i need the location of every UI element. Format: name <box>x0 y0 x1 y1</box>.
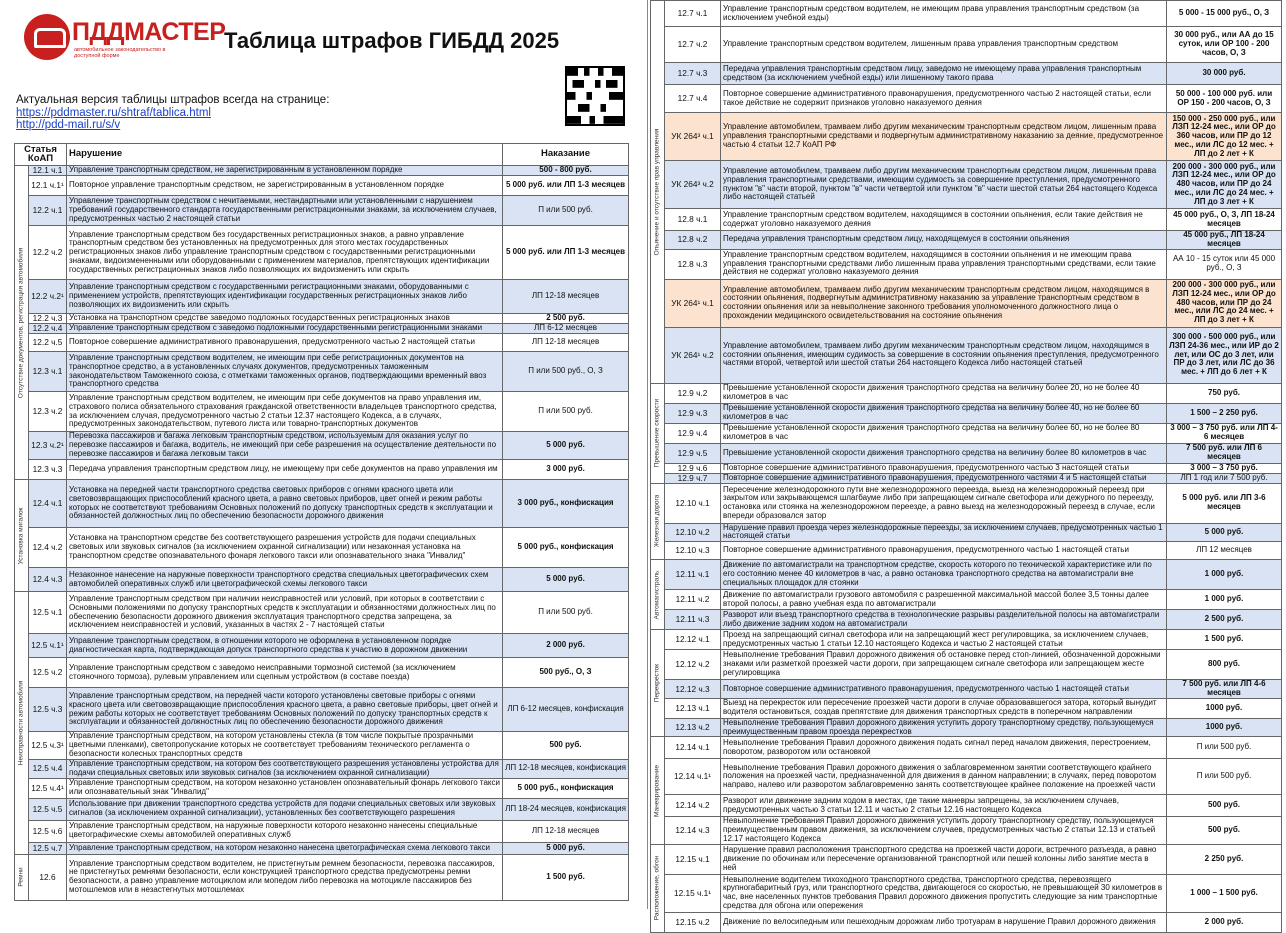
penalty-cell: П или 500 руб. <box>1167 737 1282 759</box>
penalty-cell: ЛП 1 год или 7 500 руб. <box>1167 473 1282 483</box>
article-cell: 12.13 ч.2 <box>665 718 721 737</box>
violation-cell: Управление транспортным средством, не зарегистрированным в установленном порядке <box>67 166 503 176</box>
penalty-cell: 5 000 руб., конфискация <box>503 778 629 798</box>
table-row <box>651 463 1282 473</box>
article-cell: УК 264³ ч.1 <box>665 113 721 161</box>
table-row <box>651 383 1282 403</box>
violation-cell: Невыполнение требования Правил дорожного движения о заблаговременном занятии соответствующего крайнего положения на проезжей части, предназначенной для движения в данном направлении; в случаях, перед поворотом направо, налево или разворотом заблаговременно занять соответствующее крайнее положение на проезжей части <box>721 759 1167 795</box>
article-cell: 12.15 ч.1¹ <box>665 874 721 912</box>
violation-cell: Установка на транспортном средстве без соответствующего разрешения устройств для подачи специальных световых или звуковых сигналов (за исключением охранной сигнализации) или незаконная установка на транспортном средстве опознавательного фонаря легкового такси или опознавательного знака "Инвалид" <box>67 528 503 568</box>
penalty-cell: 5 000 руб. или ЛП 1-3 месяцев <box>503 226 629 280</box>
article-cell: 12.3 ч.1 <box>29 352 67 392</box>
article-cell: 12.3 ч.2¹ <box>29 432 67 460</box>
article-cell: 12.9 ч.4 <box>665 423 721 443</box>
table-row <box>15 226 629 280</box>
penalty-cell: 1 000 руб. <box>1167 590 1282 610</box>
table-row <box>651 795 1282 817</box>
table-row <box>15 460 629 480</box>
penalty-cell: П или 500 руб. <box>503 392 629 432</box>
category-label: Отсутствие документов, регистрация автомобиля <box>17 247 25 398</box>
penalty-cell: 7 500 руб. или ЛП 6 месяцев <box>1167 443 1282 463</box>
table-row <box>651 844 1282 874</box>
penalty-cell: 1 500 – 2 250 руб. <box>1167 403 1282 423</box>
article-cell: 12.10 ч.1 <box>665 483 721 523</box>
article-cell: 12.9 ч.7 <box>665 473 721 483</box>
penalty-cell: 1000 руб. <box>1167 718 1282 737</box>
article-cell: 12.5 ч.5 <box>29 798 67 820</box>
table-row <box>651 630 1282 650</box>
table-row <box>651 523 1282 542</box>
article-cell: 12.9 ч.5 <box>665 443 721 463</box>
article-cell: 12.5 ч.3 <box>29 688 67 732</box>
article-cell: 12.2 ч.4 <box>29 324 67 334</box>
violation-cell: Установка на транспортном средстве заведомо подложных государственных регистрационных знаков <box>67 314 503 324</box>
article-cell: 12.12 ч.3 <box>665 680 721 699</box>
intro-block <box>16 94 329 132</box>
violation-cell: Невыполнение требования Правил дорожного движения уступить дорогу транспортному средству, пользующемуся преимущественным правом движения, за исключением случаев, предусмотренных частью 2 статьи 12.13 и статьей 12.17 настоящего Кодекса <box>721 817 1167 844</box>
article-cell: 12.14 ч.3 <box>665 817 721 844</box>
category-label: Ремни <box>17 867 25 887</box>
violation-cell: Использование при движении транспортного средства устройств для подачи специальных световых или звуковых сигналов (за исключением охранной сигнализации), установленных без соответствующего разрешения <box>67 798 503 820</box>
article-cell: 12.8 ч.3 <box>665 249 721 279</box>
left-column <box>0 0 641 909</box>
table-row <box>651 610 1282 630</box>
category-label: Расположение, обгон <box>653 855 661 921</box>
table-row <box>15 820 629 842</box>
category-cell <box>15 480 29 592</box>
table-row <box>651 403 1282 423</box>
penalty-cell: П или 500 руб., О, З <box>503 352 629 392</box>
article-cell: 12.14 ч.2 <box>665 795 721 817</box>
table-row <box>651 590 1282 610</box>
article-cell: УК 264³ ч.2 <box>665 161 721 209</box>
penalty-cell: 30 000 руб., или АА до 15 суток, или ОР 100 - 200 часов, О, З <box>1167 27 1282 63</box>
violation-cell: Повторное совершение административного правонарушения, предусмотренного частью 1 настоящей статьи <box>721 542 1167 560</box>
penalty-cell: 2 500 руб. <box>1167 610 1282 630</box>
table-row <box>15 798 629 820</box>
category-label: Перекресток <box>653 664 661 703</box>
qr-code-icon[interactable] <box>565 66 625 126</box>
article-cell: 12.10 ч.2 <box>665 523 721 542</box>
penalty-cell: 30 000 руб. <box>1167 63 1282 85</box>
article-cell: 12.10 ч.3 <box>665 542 721 560</box>
article-cell: 12.12 ч.2 <box>665 650 721 680</box>
article-cell: 12.2 ч.5 <box>29 334 67 352</box>
violation-cell: Управление транспортным средством без государственных регистрационных знаков, а равно управление транспортным средством без установленных на предусмотренных для этого местах государственных регистрационных знаков либо управление транспортным средством с государственными регистрационными знаками, видоизмененными или оборудованными с применением материалов, препятствующих идентификации государственных регистрационных знаков либо позволяющих их видоизменить или скрыть <box>67 226 503 280</box>
violation-cell: Невыполнение требования Правил дорожного движения подать сигнал перед началом движения, перестроением, поворотом, разворотом или остановкой <box>721 737 1167 759</box>
table-row <box>651 443 1282 463</box>
penalty-cell: 800 руб. <box>1167 650 1282 680</box>
category-cell <box>651 483 665 560</box>
penalty-cell: 3 000 руб. <box>503 460 629 480</box>
violation-cell: Управление транспортным средством, на передней части которого установлены световые приборы с огнями красного цвета или световозвращающие приспособления красного цвета, а равно световые приборы, цвет огней и режим работы которых не соответствует требованиям Основных положений по допуску транспортных средств к эксплуатации и обязанностей должностных лиц по обеспечению безопасности дорожного движения <box>67 688 503 732</box>
fines-table-right <box>650 0 1282 933</box>
table-row <box>651 85 1282 113</box>
article-cell: 12.1 ч.1¹ <box>29 176 67 196</box>
table-row <box>15 432 629 460</box>
article-cell: 12.2 ч.2¹ <box>29 280 67 314</box>
article-cell: 12.5 ч.3¹ <box>29 732 67 760</box>
col-header-article: Статья КоАП <box>15 144 67 166</box>
article-cell: 12.4 ч.1 <box>29 480 67 528</box>
violation-cell: Нарушение правил расположения транспортного средства на проезжей части дороги, встречного разъезда, а равно движение по обочинам или пересечение организованной транспортной или пешей колонны либо занятие места в ней <box>721 844 1167 874</box>
table-row <box>651 231 1282 250</box>
penalty-cell: 1 500 руб. <box>1167 630 1282 650</box>
table-row <box>15 568 629 592</box>
article-cell: 12.4 ч.2 <box>29 528 67 568</box>
article-cell: 12.6 <box>29 854 67 900</box>
category-cell <box>651 844 665 932</box>
violation-cell: Превышение установленной скорости движения транспортного средства на величину более 60, но не более 80 километров в час <box>721 423 1167 443</box>
violation-cell: Невыполнение водителем тихоходного транспортного средства, транспортного средства, перевозящего крупногабаритный груз, или транспортного средства, двигающегося со скоростью, не превышающей 30 километров в час, вне населенных пунктов требования Правил дорожного движения пропустить следующие за ним транспортные средства для обгона или опережения <box>721 874 1167 912</box>
page-header <box>0 0 641 138</box>
table-row <box>651 560 1282 590</box>
violation-cell: Управление транспортным средством водителем, не имеющим права управления транспортным средством (за исключением учебной езды) <box>721 1 1167 27</box>
table-row <box>651 63 1282 85</box>
violation-cell: Управление транспортным средством, на котором установлены стекла (в том числе покрытые прозрачными цветными пленками), светопропускание которых не соответствует требованиям технического регламента о безопасности колесных транспортных средств <box>67 732 503 760</box>
penalty-cell: 500 руб. <box>1167 795 1282 817</box>
penalty-cell: 2 500 руб. <box>503 314 629 324</box>
page-title: Таблица штрафов ГИБДД 2025 <box>224 28 560 53</box>
violation-cell: Превышение установленной скорости движения транспортного средства на величину более 40, но не более 60 километров в час <box>721 403 1167 423</box>
violation-cell: Движение по автомагистрали на транспортном средстве, скорость которого по технической характеристике или по его состоянию менее 40 километров в час, а равно остановка транспортного средства на автомагистрали вне специальных площадок для стоянки <box>721 560 1167 590</box>
penalty-cell: АА 10 - 15 суток или 45 000 руб., О, З <box>1167 249 1282 279</box>
penalty-cell: 5 000 руб., конфискация <box>503 528 629 568</box>
violation-cell: Управление транспортным средством, в отношении которого не оформлена в установленном порядке диагностическая карта, подтверждающая допуск транспортного средства к участию в дорожном движении <box>67 634 503 658</box>
short-link[interactable]: http://pdd-mail.ru/s/v <box>16 119 121 131</box>
penalty-cell: 5 000 руб. <box>503 432 629 460</box>
penalty-cell: П или 500 руб. <box>503 592 629 634</box>
category-label: Неисправности автомобиля <box>17 680 25 766</box>
table-row <box>15 688 629 732</box>
violation-cell: Передача управления транспортным средством лицу, заведомо не имеющему права управления транспортным средством (за исключением учебной езды) или лишенному такого права <box>721 63 1167 85</box>
article-cell: 12.1 ч.1 <box>29 166 67 176</box>
article-cell: 12.14 ч.1¹ <box>665 759 721 795</box>
car-logo-icon <box>24 14 70 60</box>
table-row <box>15 592 629 634</box>
violation-cell: Выезд на перекресток или пересечение проезжей части дороги в случае образовавшегося затора, который вынудит водителя остановиться, создав препятствие для движения транспортных средств в поперечном направлении <box>721 698 1167 718</box>
col-header-violation: Нарушение <box>67 144 503 166</box>
article-cell: 12.9 ч.6 <box>665 463 721 473</box>
table-row <box>15 314 629 324</box>
penalty-cell: П или 500 руб. <box>503 196 629 226</box>
table-row <box>15 658 629 688</box>
article-cell: 12.7 ч.3 <box>665 63 721 85</box>
article-cell: 12.5 ч.4 <box>29 760 67 779</box>
article-cell: 12.15 ч.1 <box>665 844 721 874</box>
table-row <box>651 542 1282 560</box>
table-row <box>651 327 1282 383</box>
penalty-cell: ЛП 6-12 месяцев <box>503 324 629 334</box>
table-row <box>15 760 629 779</box>
article-cell: 12.7 ч.1 <box>665 1 721 27</box>
table-row <box>651 650 1282 680</box>
penalty-cell: 200 000 - 300 000 руб., или ЛЗП 12-24 мес., или ОР до 480 часов, или ПР до 24 мес., или ЛС до 24 мес. + ЛП до 3 лет + К <box>1167 161 1282 209</box>
table-row <box>15 528 629 568</box>
table-row <box>15 634 629 658</box>
penalty-cell: ЛП 12 месяцев <box>1167 542 1282 560</box>
penalty-cell: 5 000 руб. <box>503 842 629 854</box>
violation-cell: Управление транспортным средством с нечитаемыми, нестандартными или установленными с нарушением требований государственного стандарта государственными регистрационными знаками, за исключением случаев, предусмотренных частью 2 настоящей статьи <box>67 196 503 226</box>
table-row <box>15 176 629 196</box>
table-row <box>651 698 1282 718</box>
fines-table-left <box>14 143 629 901</box>
violation-cell: Управление транспортным средством с заведомо подложными государственными регистрационными знаками <box>67 324 503 334</box>
category-label: Опьянение и отсутствие прав управления <box>653 128 661 256</box>
violation-cell: Управление транспортным средством с государственными регистрационными знаками, оборудованными с применением устройств, препятствующих идентификации государственных регистрационных знаков либо позволяющих их видоизменить или скрыть <box>67 280 503 314</box>
table-row <box>15 392 629 432</box>
penalty-cell: 5 000 руб. или ЛП 3-6 месяцев <box>1167 483 1282 523</box>
category-label: Автомагистраль <box>653 570 661 620</box>
violation-cell: Невыполнение требования Правил дорожного движения об остановке перед стоп-линией, обозначенной дорожными знаками или разметкой проезжей части дороги, при запрещающем сигнале светофора или запрещающем жесте регулировщика <box>721 650 1167 680</box>
category-label: Железная дорога <box>653 495 661 548</box>
category-label: Маневрирование <box>653 764 661 817</box>
violation-cell: Проезд на запрещающий сигнал светофора или на запрещающий жест регулировщика, за исключением случаев, предусмотренных частью 1 статьи 12.10 настоящего Кодекса и частью 2 настоящей статьи <box>721 630 1167 650</box>
article-cell: 12.5 ч.4¹ <box>29 778 67 798</box>
penalty-cell: 45 000 руб., О, З, ЛП 18-24 месяцев <box>1167 209 1282 231</box>
penalty-cell: ЛП 6-12 месяцев, конфискация <box>503 688 629 732</box>
article-cell: 12.9 ч.3 <box>665 403 721 423</box>
table-row <box>651 718 1282 737</box>
table-row <box>15 280 629 314</box>
article-cell: 12.5 ч.6 <box>29 820 67 842</box>
table-row <box>651 680 1282 699</box>
category-label: Установка мигалок <box>17 507 25 564</box>
penalty-cell: ЛП 12-18 месяцев <box>503 820 629 842</box>
violation-cell: Управление транспортным средством, на котором незаконно установлен опознавательный фонарь легкового такси или опознавательный знак "Инвалид" <box>67 778 503 798</box>
table-row <box>15 166 629 176</box>
table-row <box>651 912 1282 932</box>
article-cell: 12.7 ч.2 <box>665 27 721 63</box>
violation-cell: Превышение установленной скорости движения транспортного средства на величину более 20, но не более 40 километров в час <box>721 383 1167 403</box>
violation-cell: Повторное управление транспортным средством, не зарегистрированным в установленном порядке <box>67 176 503 196</box>
table-row <box>651 473 1282 483</box>
article-cell: 12.14 ч.1 <box>665 737 721 759</box>
violation-cell: Управление транспортным средством водителем, находящимся в состоянии опьянения и не имеющим права управления транспортными средствами либо лишенным права управления транспортными средствами, если такие действия не содержат уголовно наказуемого деяния <box>721 249 1167 279</box>
penalty-cell: 150 000 - 250 000 руб., или ЛЗП 12-24 мес., или ОР до 360 часов, или ПР до 12 мес., или ЛС до 12 мес. + ЛП до 2 лет + К <box>1167 113 1282 161</box>
penalty-cell: 500 руб. <box>1167 817 1282 844</box>
article-cell: 12.4 ч.3 <box>29 568 67 592</box>
penalty-cell: 2 250 руб. <box>1167 844 1282 874</box>
category-cell <box>651 1 665 384</box>
logo-name: ПДДМАСТЕР <box>72 18 226 46</box>
right-column <box>647 0 1286 927</box>
violation-cell: Управление транспортным средством водителем, лишенным права управления транспортным средством <box>721 27 1167 63</box>
table-row <box>651 279 1282 327</box>
article-cell: 12.11 ч.2 <box>665 590 721 610</box>
violation-cell: Управление транспортным средством водителем, не пристегнутым ремнем безопасности, перевозка пассажиров, не пристегнутых ремнями безопасности, если конструкцией транспортного средства предусмотрены ремни безопасности, а равно управление мотоциклом или мопедом либо перевозка на мотоцикле пассажиров без мотошлемов или в незастегнутых мотошлемах <box>67 854 503 900</box>
violation-cell: Нарушение правил проезда через железнодорожные переезды, за исключением случаев, предусмотренных частью 1 настоящей статьи <box>721 523 1167 542</box>
penalty-cell: 5 000 руб. <box>1167 523 1282 542</box>
article-cell: 12.2 ч.1 <box>29 196 67 226</box>
violation-cell: Управление автомобилем, трамваем либо другим механическим транспортным средством лицом, находящимся в состоянии опьянения, имеющим судимость за совершение в состоянии опьянения преступления, предусмотренного частями второй, четвертой или шестой статьи 264 настоящего Кодекса либо настоящей статьей <box>721 327 1167 383</box>
penalty-cell: 7 500 руб. или ЛП 4-6 месяцев <box>1167 680 1282 699</box>
article-cell: УК 264¹ ч.1 <box>665 279 721 327</box>
table-row <box>15 352 629 392</box>
violation-cell: Превышение установленной скорости движения транспортного средства на величину более 80 километров в час <box>721 443 1167 463</box>
penalty-cell: 50 000 - 100 000 руб. или ОР 150 - 200 часов, О, З <box>1167 85 1282 113</box>
violation-cell: Повторное совершение административного правонарушения, предусмотренного частью 2 настоящей статьи, если такое действие не содержит признаков уголовно наказуемого деяния <box>721 85 1167 113</box>
violation-cell: Повторное совершение административного правонарушения, предусмотренного частью 3 настоящей статьи <box>721 463 1167 473</box>
left-table-wrap <box>14 143 628 901</box>
category-cell <box>651 737 665 844</box>
violation-cell: Незаконное нанесение на наружные поверхности транспортного средства специальных цветографических схем автомобилей оперативных служб или цветографической схемы легкового такси <box>67 568 503 592</box>
table-row <box>651 161 1282 209</box>
violation-cell: Управление транспортным средством, на наружные поверхности которого незаконно нанесены специальные цветографические схемы автомобилей оперативных служб <box>67 820 503 842</box>
article-cell: 12.11 ч.1 <box>665 560 721 590</box>
penalty-cell: 2 000 руб. <box>503 634 629 658</box>
violation-cell: Управление транспортным средством при наличии неисправностей или условий, при которых в соответствии с Основными положениями по допуску транспортных средств к эксплуатации и обязанностями должностных лиц по обеспечению безопасности дорожного движения эксплуатация транспортного средства запрещена, за исключением неисправностей и условий, указанных в частях 2 - 7 настоящей статьи <box>67 592 503 634</box>
article-cell: 12.11 ч.3 <box>665 610 721 630</box>
table-row <box>15 324 629 334</box>
table-row <box>651 423 1282 443</box>
penalty-cell: 1000 руб. <box>1167 698 1282 718</box>
article-cell: 12.7 ч.4 <box>665 85 721 113</box>
table-row <box>15 854 629 900</box>
penalty-cell: 1 000 руб. <box>1167 560 1282 590</box>
violation-cell: Повторное совершение административного правонарушения, предусмотренного частями 4 и 5 настоящей статьи <box>721 473 1167 483</box>
article-cell: УК 264¹ ч.2 <box>665 327 721 383</box>
penalty-cell: 5 000 руб. <box>503 568 629 592</box>
article-cell: 12.3 ч.2 <box>29 392 67 432</box>
violation-cell: Управление транспортным средством, на котором незаконно нанесена цветографическая схема легкового такси <box>67 842 503 854</box>
penalty-cell: 3 000 – 3 750 руб. <box>1167 463 1282 473</box>
violation-cell: Пересечение железнодорожного пути вне железнодорожного переезда, выезд на железнодорожный переезд при закрытом или закрывающемся шлагбауме либо при запрещающем сигнале светофора или дежурного по переезду, остановка или стоянка на железнодорожном переезде, а равно выезд на железнодорожный переезд в случае, если впереди образовался затор <box>721 483 1167 523</box>
table-row <box>651 759 1282 795</box>
table-row <box>651 1 1282 27</box>
category-cell <box>15 592 29 855</box>
category-cell <box>15 166 29 480</box>
table-row <box>15 842 629 854</box>
table-row <box>651 874 1282 912</box>
logo-subtitle: автомобильное законодательство в доступной форме <box>74 47 166 59</box>
table-row <box>651 209 1282 231</box>
violation-cell: Установка на передней части транспортного средства световых приборов с огнями красного цвета или световозвращающих приспособлений красного цвета, а равно световых приборов, цвет огней и режим работы которых не соответствуют требованиям Основных положений по допуску транспортных средств к эксплуатации и обязанностей должностных лиц по обеспечению безопасности дорожного движения <box>67 480 503 528</box>
penalty-cell: 3 000 – 3 750 руб. или ЛП 4-6 месяцев <box>1167 423 1282 443</box>
violation-cell: Разворот или въезд транспортного средства в технологические разрывы разделительной полосы на автомагистрали либо движение задним ходом на автомагистрали <box>721 610 1167 630</box>
article-cell: 12.2 ч.2 <box>29 226 67 280</box>
penalty-cell: ЛП 12-18 месяцев <box>503 280 629 314</box>
violation-cell: Передача управления транспортным средством лицу, не имеющему при себе документов на право управления им <box>67 460 503 480</box>
violation-cell: Управление транспортным средством водителем, находящимся в состоянии опьянения, если такие действия не содержат уголовно наказуемого деяния <box>721 209 1167 231</box>
penalty-cell: 3 000 руб., конфискация <box>503 480 629 528</box>
penalty-cell: ЛП 12-18 месяцев, конфискация <box>503 760 629 779</box>
violation-cell: Перевозка пассажиров и багажа легковым транспортным средством, используемым для оказания услуг по перевозке пассажиров и багажа, водитель, не имеющий при себе разрешения на осуществление деятельности по перевозке пассажиров и багажа легковым такси <box>67 432 503 460</box>
table-row <box>15 778 629 798</box>
article-cell: 12.5 ч.7 <box>29 842 67 854</box>
violation-cell: Передача управления транспортным средством лицу, находящемуся в состоянии опьянения <box>721 231 1167 250</box>
penalty-cell: 2 000 руб. <box>1167 912 1282 932</box>
table-row <box>15 196 629 226</box>
article-cell: 12.5 ч.1 <box>29 592 67 634</box>
penalty-cell: 1 000 – 1 500 руб. <box>1167 874 1282 912</box>
table-row <box>15 334 629 352</box>
table-row <box>651 27 1282 63</box>
violation-cell: Повторное совершение административного правонарушения, предусмотренного частью 2 настоящей статьи <box>67 334 503 352</box>
penalty-cell: 1 500 руб. <box>503 854 629 900</box>
penalty-cell: 500 руб., О, З <box>503 658 629 688</box>
category-cell <box>651 630 665 737</box>
article-cell: 12.3 ч.3 <box>29 460 67 480</box>
category-cell <box>651 560 665 630</box>
article-cell: 12.5 ч.2 <box>29 658 67 688</box>
violation-cell: Невыполнение требования Правил дорожного движения уступить дорогу транспортному средству, пользующемуся преимущественным правом проезда перекрестков <box>721 718 1167 737</box>
table-row <box>15 480 629 528</box>
article-cell: 12.15 ч.2 <box>665 912 721 932</box>
violation-cell: Разворот или движение задним ходом в местах, где такие маневры запрещены, за исключением случаев, предусмотренных частью 3 статьи 12.11 и частью 2 статьи 12.16 настоящего Кодекса <box>721 795 1167 817</box>
article-cell: 12.2 ч.3 <box>29 314 67 324</box>
penalty-cell: П или 500 руб. <box>1167 759 1282 795</box>
article-cell: 12.12 ч.1 <box>665 630 721 650</box>
penalty-cell: ЛП 12-18 месяцев <box>503 334 629 352</box>
penalty-cell: 750 руб. <box>1167 383 1282 403</box>
violation-cell: Управление транспортным средством, на котором без соответствующего разрешения установлены устройства для подачи специальных световых или звуковых сигналов (за исключением охранной сигнализации) <box>67 760 503 779</box>
col-header-penalty: Наказание <box>503 144 629 166</box>
article-cell: 12.8 ч.2 <box>665 231 721 250</box>
violation-cell: Управление транспортным средством с заведомо неисправными тормозной системой (за исключением стояночного тормоза), рулевым управлением или сцепным устройством (в составе поезда) <box>67 658 503 688</box>
violation-cell: Управление транспортным средством водителем, не имеющим при себе регистрационных документов на транспортное средство, а в установленных случаях документов, предусмотренных таможенным законодательством Таможенного союза, с отметками таможенных органов, подтверждающими временный ввоз транспортного средства <box>67 352 503 392</box>
violation-cell: Управление автомобилем, трамваем либо другим механическим транспортным средством лицом, лишенным права управления транспортными средствами, имеющим судимость за совершение преступления, предусмотренного пунктом "в" части второй, пунктом "в" части четвертой или пунктом "в" части шестой статьи 264 настоящего Кодекса либо настоящей статьей <box>721 161 1167 209</box>
logo <box>24 14 226 64</box>
table-row <box>651 249 1282 279</box>
table-row <box>651 737 1282 759</box>
penalty-cell: 45 000 руб., ЛП 18-24 месяцев <box>1167 231 1282 250</box>
violation-cell: Повторное совершение административного правонарушения, предусмотренного частью 1 настоящей статьи <box>721 680 1167 699</box>
category-label: Превышение скорости <box>653 398 661 468</box>
violation-cell: Управление автомобилем, трамваем либо другим механическим транспортным средством лицом, лишенным права управления транспортными средствами и подвергнутым административному наказанию за деяние, предусмотренное частью 4 статьи 12.7 КоАП РФ <box>721 113 1167 161</box>
intro-text: Актуальная версия таблицы штрафов всегда на странице: <box>16 94 330 106</box>
article-cell: 12.8 ч.1 <box>665 209 721 231</box>
article-cell: 12.13 ч.1 <box>665 698 721 718</box>
penalty-cell: 300 000 - 500 000 руб., или ЛЗП 24-36 мес., или ИР до 2 лет, или ОС до 3 лет, или ПР до 3 лет, или ЛС до 36 мес. + ЛП до 6 лет + К <box>1167 327 1282 383</box>
penalty-cell: 5 000 руб. или ЛП 1-3 месяцев <box>503 176 629 196</box>
table-row <box>15 732 629 760</box>
violation-cell: Управление транспортным средством водителем, не имеющим при себе документов на право управления им, страхового полиса обязательного страхования гражданской ответственности владельцев транспортного средства, за исключением случая, предусмотренного частью 2 статьи 12.37 настоящего Кодекса, а в случаях, предусмотренных законодательством, путевого листа или товарно-транспортных документов <box>67 392 503 432</box>
article-cell: 12.5 ч.1¹ <box>29 634 67 658</box>
penalty-cell: 200 000 - 300 000 руб., или ЛЗП 12-24 мес., или ОР до 480 часов, или ПР до 24 мес., или ЛС до 24 мес. + ЛП до 3 лет + К <box>1167 279 1282 327</box>
violation-cell: Движение по велосипедным или пешеходным дорожкам либо тротуарам в нарушение Правил дорожного движения <box>721 912 1167 932</box>
table-row <box>651 817 1282 844</box>
violation-cell: Управление автомобилем, трамваем либо другим механическим транспортным средством лицом, находящимся в состоянии опьянения, подвергнутым административному наказанию за управление транспортным средством в состоянии опьянения или за невыполнение законного требования уполномоченного должностного лица о прохождении медицинского освидетельствования на состояние опьянения <box>721 279 1167 327</box>
penalty-cell: 500 руб. <box>503 732 629 760</box>
table-row <box>651 113 1282 161</box>
penalty-cell: ЛП 18-24 месяцев, конфискация <box>503 798 629 820</box>
penalty-cell: 500 - 800 руб. <box>503 166 629 176</box>
article-cell: 12.9 ч.2 <box>665 383 721 403</box>
table-row <box>651 483 1282 523</box>
category-cell <box>651 383 665 483</box>
category-cell <box>15 854 29 900</box>
penalty-cell: 5 000 - 15 000 руб., О, З <box>1167 1 1282 27</box>
violation-cell: Движение по автомагистрали грузового автомобиля с разрешенной максимальной массой более 3,5 тонны далее второй полосы, а равно учебная езда по автомагистрали <box>721 590 1167 610</box>
tablica-link[interactable]: https://pddmaster.ru/shtraf/tablica.html <box>16 106 211 119</box>
